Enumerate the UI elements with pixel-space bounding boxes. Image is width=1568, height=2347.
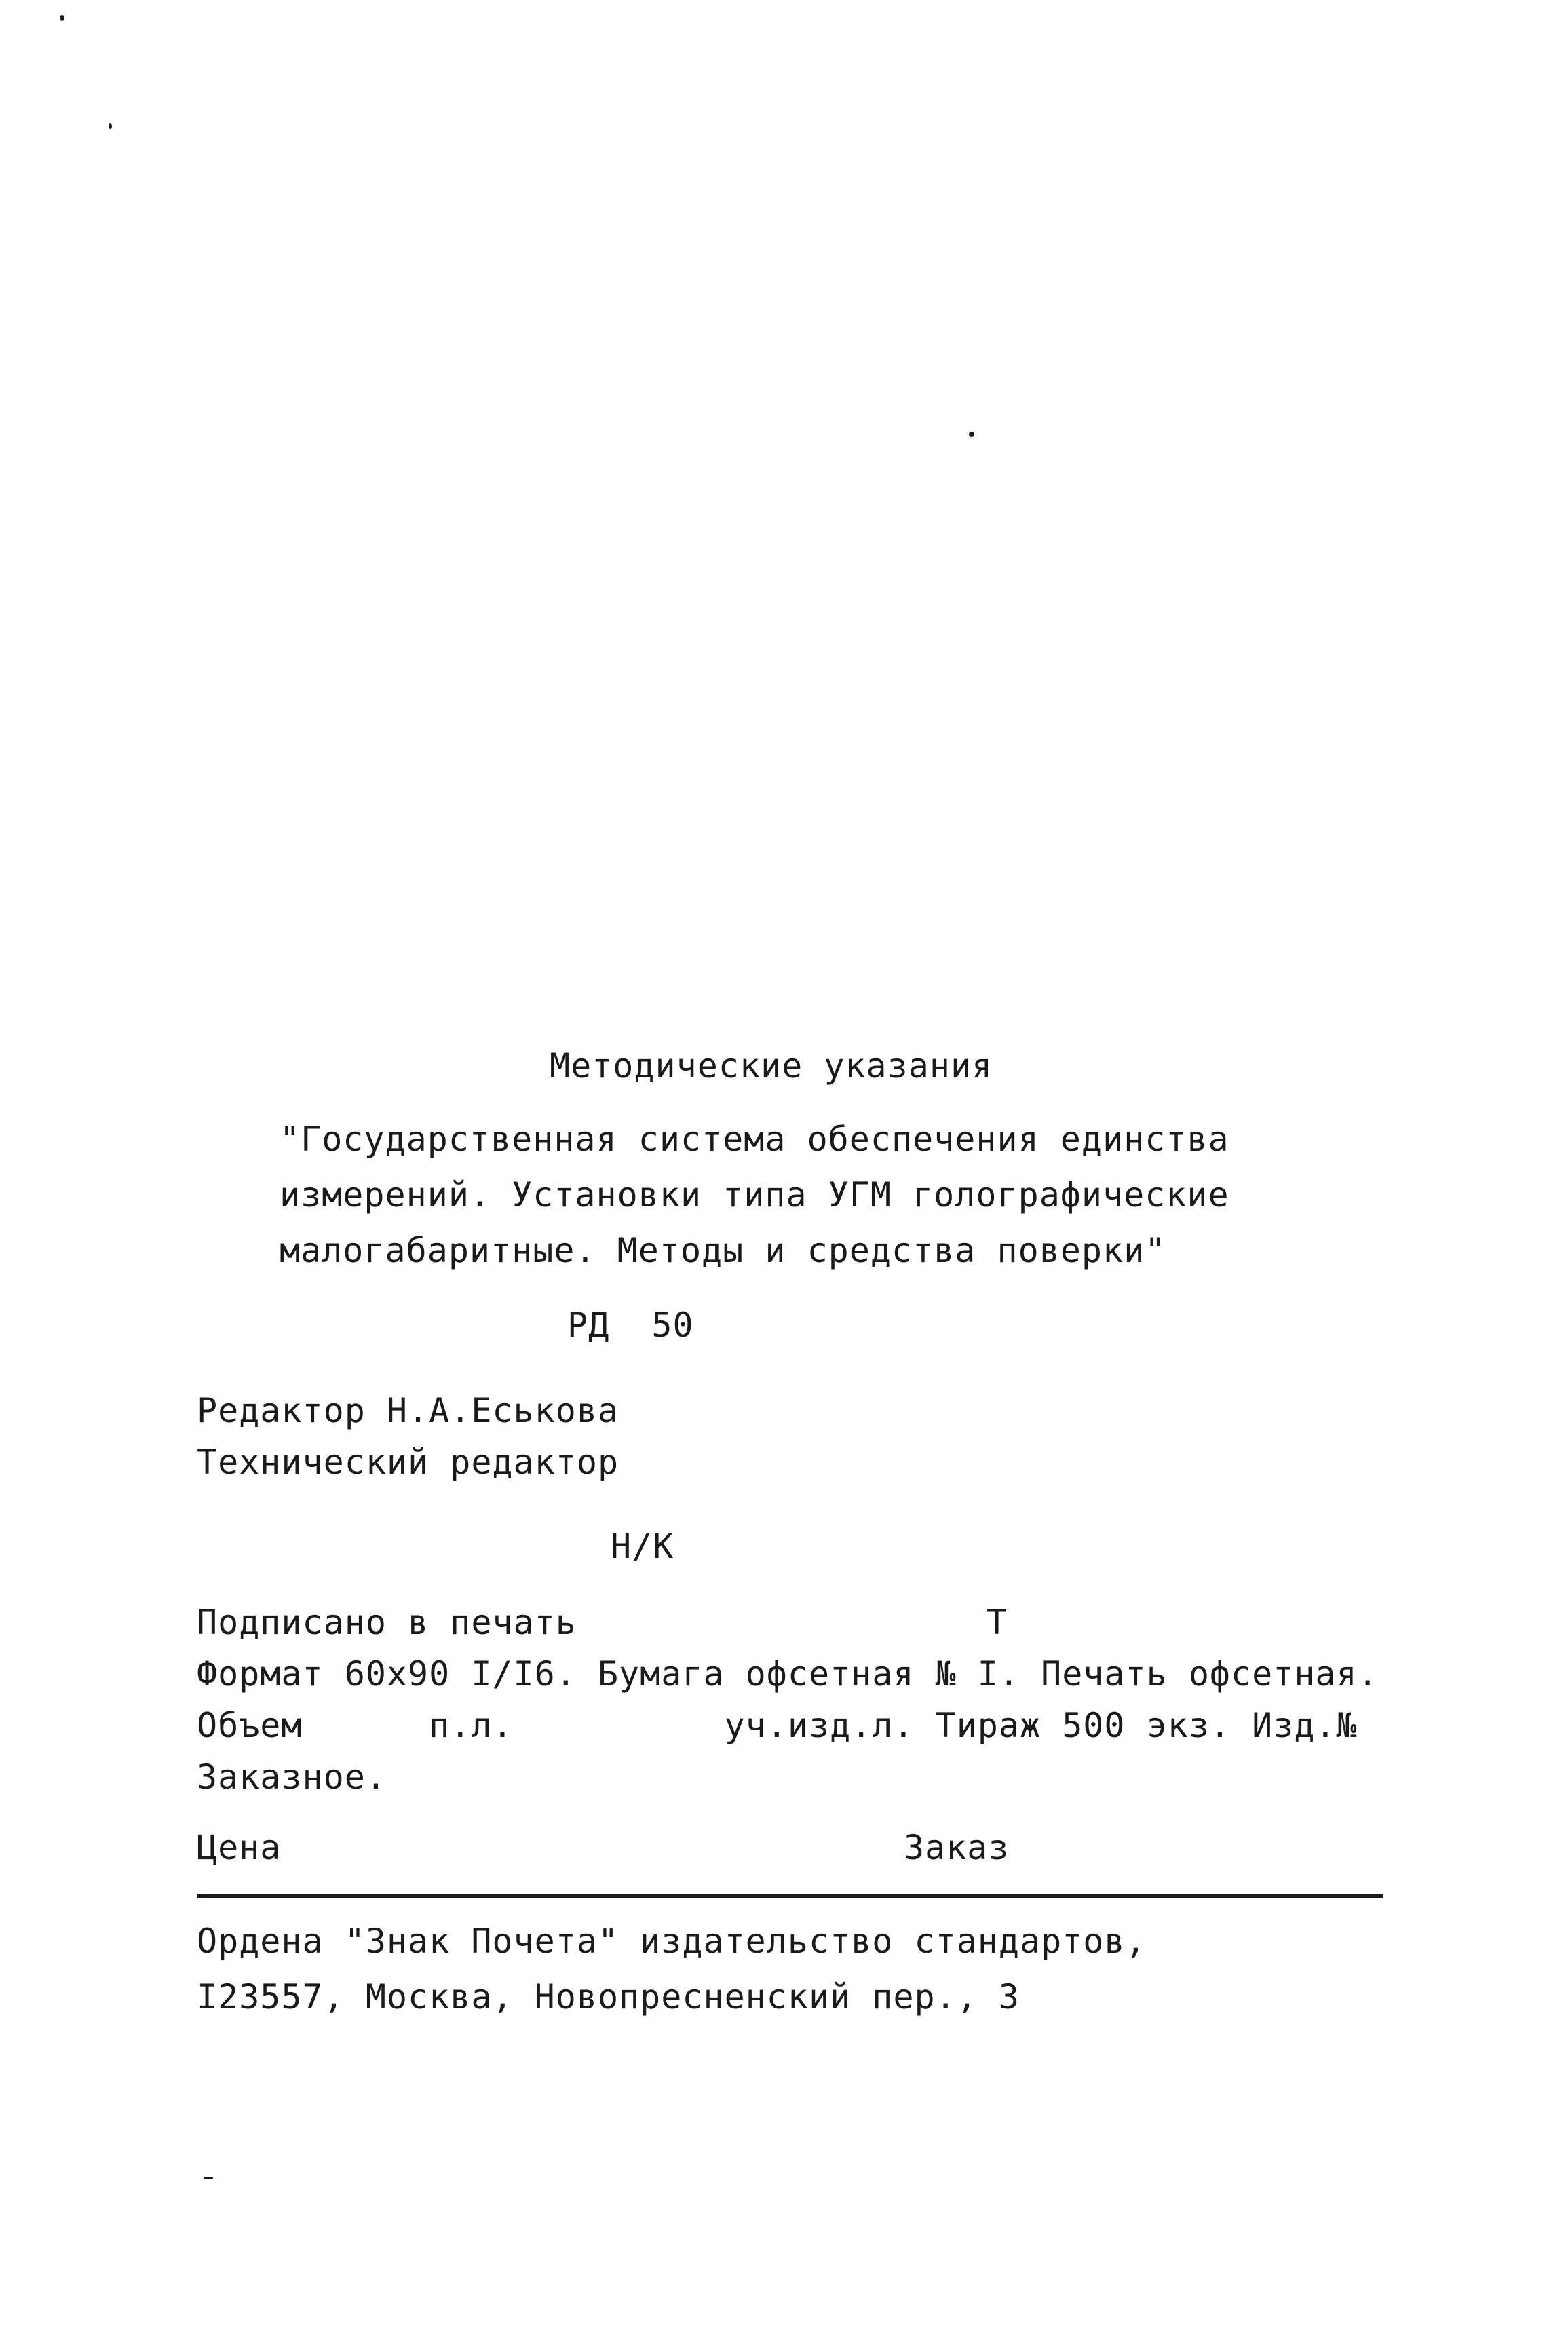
nk-mark: Н/К — [611, 1527, 674, 1566]
title-line-2: измерений. Установки типа УГМ голографические — [280, 1175, 1229, 1215]
scan-speck — [204, 2177, 213, 2179]
format-line: Формат 60х90 I/I6. Бумага офсетная № I. Печать офсетная. — [197, 1654, 1379, 1694]
address-line: I23557, Москва, Новопресненский пер., 3 — [197, 1977, 1020, 2017]
signed-label: Подписано в печать — [197, 1603, 577, 1642]
scan-speck — [109, 123, 112, 129]
divider-rule — [197, 1894, 1383, 1898]
doc-code: РД 50 — [567, 1305, 694, 1345]
publisher-line: Ордена "Знак Почета" издательство стандартов, — [197, 1922, 1147, 1961]
volume-line: Объем п.л. уч.изд.л. Тираж 500 экз. Изд.№ — [197, 1706, 1358, 1745]
technical-editor: Технический редактор — [197, 1443, 619, 1482]
scan-speck — [969, 432, 974, 437]
heading: Методические указания — [550, 1046, 993, 1086]
signed-mark: Т — [987, 1603, 1008, 1642]
title-line-3: малогабаритные. Методы и средства поверки" — [280, 1231, 1166, 1270]
title-line-1: "Государственная система обеспечения единства — [280, 1120, 1229, 1159]
order-type: Заказное. — [197, 1757, 387, 1797]
scan-speck — [60, 15, 64, 21]
price-label: Цена — [197, 1828, 282, 1867]
order-label: Заказ — [904, 1828, 1010, 1867]
editor: Редактор Н.А.Еськова — [197, 1391, 619, 1430]
